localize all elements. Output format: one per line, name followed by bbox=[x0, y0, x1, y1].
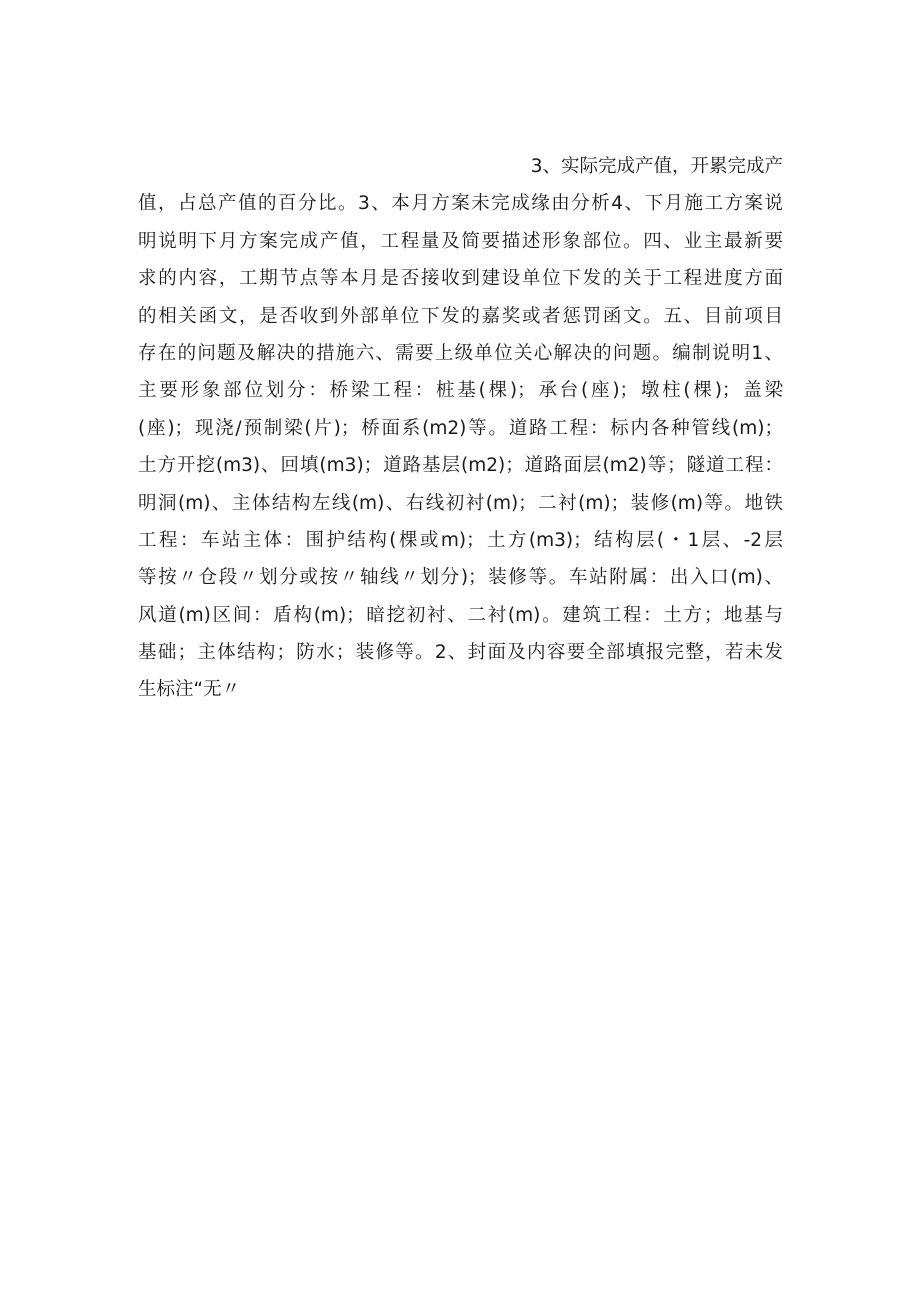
paragraph-line: 明洞(m)、主体结构左线(m)、右线初衬(m)；二衬(m)；装修(m)等。地铁 bbox=[138, 492, 783, 514]
paragraph-line: 主要形象部位划分：桥梁工程：桩基(棵)；承台(座)；墩柱(棵)；盖梁 bbox=[138, 380, 783, 402]
paragraph-line: 值，占总产值的百分比。3、本月方案未完成缘由分析4、下月施工方案说 bbox=[138, 193, 783, 215]
paragraph-line: 风道(m)区间：盾构(m)；暗挖初衬、二衬(m)。建筑工程：土方；地基与 bbox=[138, 604, 783, 626]
paragraph-line: 的相关函文，是否收到外部单位下发的嘉奖或者惩罚函文。五、目前项目 bbox=[138, 305, 783, 327]
paragraph-line: (座)；现浇/预制梁(片)；桥面系(m2)等。道路工程：标内各种管线(m)； bbox=[138, 417, 783, 439]
paragraph-line: 生标注“无〃 bbox=[138, 679, 241, 701]
paragraph-line: 工程：车站主体：围护结构(棵或m)；土方(m3)；结构层(・1层、-2层 bbox=[138, 529, 783, 551]
body-paragraph bbox=[138, 148, 783, 709]
paragraph-line: 3、实际完成产值，开累完成产 bbox=[530, 156, 783, 177]
paragraph-line: 土方开挖(m3)、回填(m3)；道路基层(m2)；道路面层(m2)等；隧道工程： bbox=[138, 455, 783, 477]
paragraph-line: 明说明下月方案完成产值，工程量及简要描述形象部位。四、业主最新要 bbox=[138, 230, 783, 252]
paragraph-line: 等按〃仓段〃划分或按〃轴线〃划分)；装修等。车站附属：出入口(m)、 bbox=[138, 567, 783, 589]
paragraph-line: 求的内容，工期节点等本月是否接收到建设单位下发的关于工程进度方面 bbox=[138, 268, 783, 290]
paragraph-line: 基础；主体结构；防水；装修等。2、封面及内容要全部填报完整，若未发 bbox=[138, 642, 783, 664]
paragraph-line: 存在的问题及解决的措施六、需要上级单位关心解决的问题。编制说明1、 bbox=[138, 342, 783, 364]
